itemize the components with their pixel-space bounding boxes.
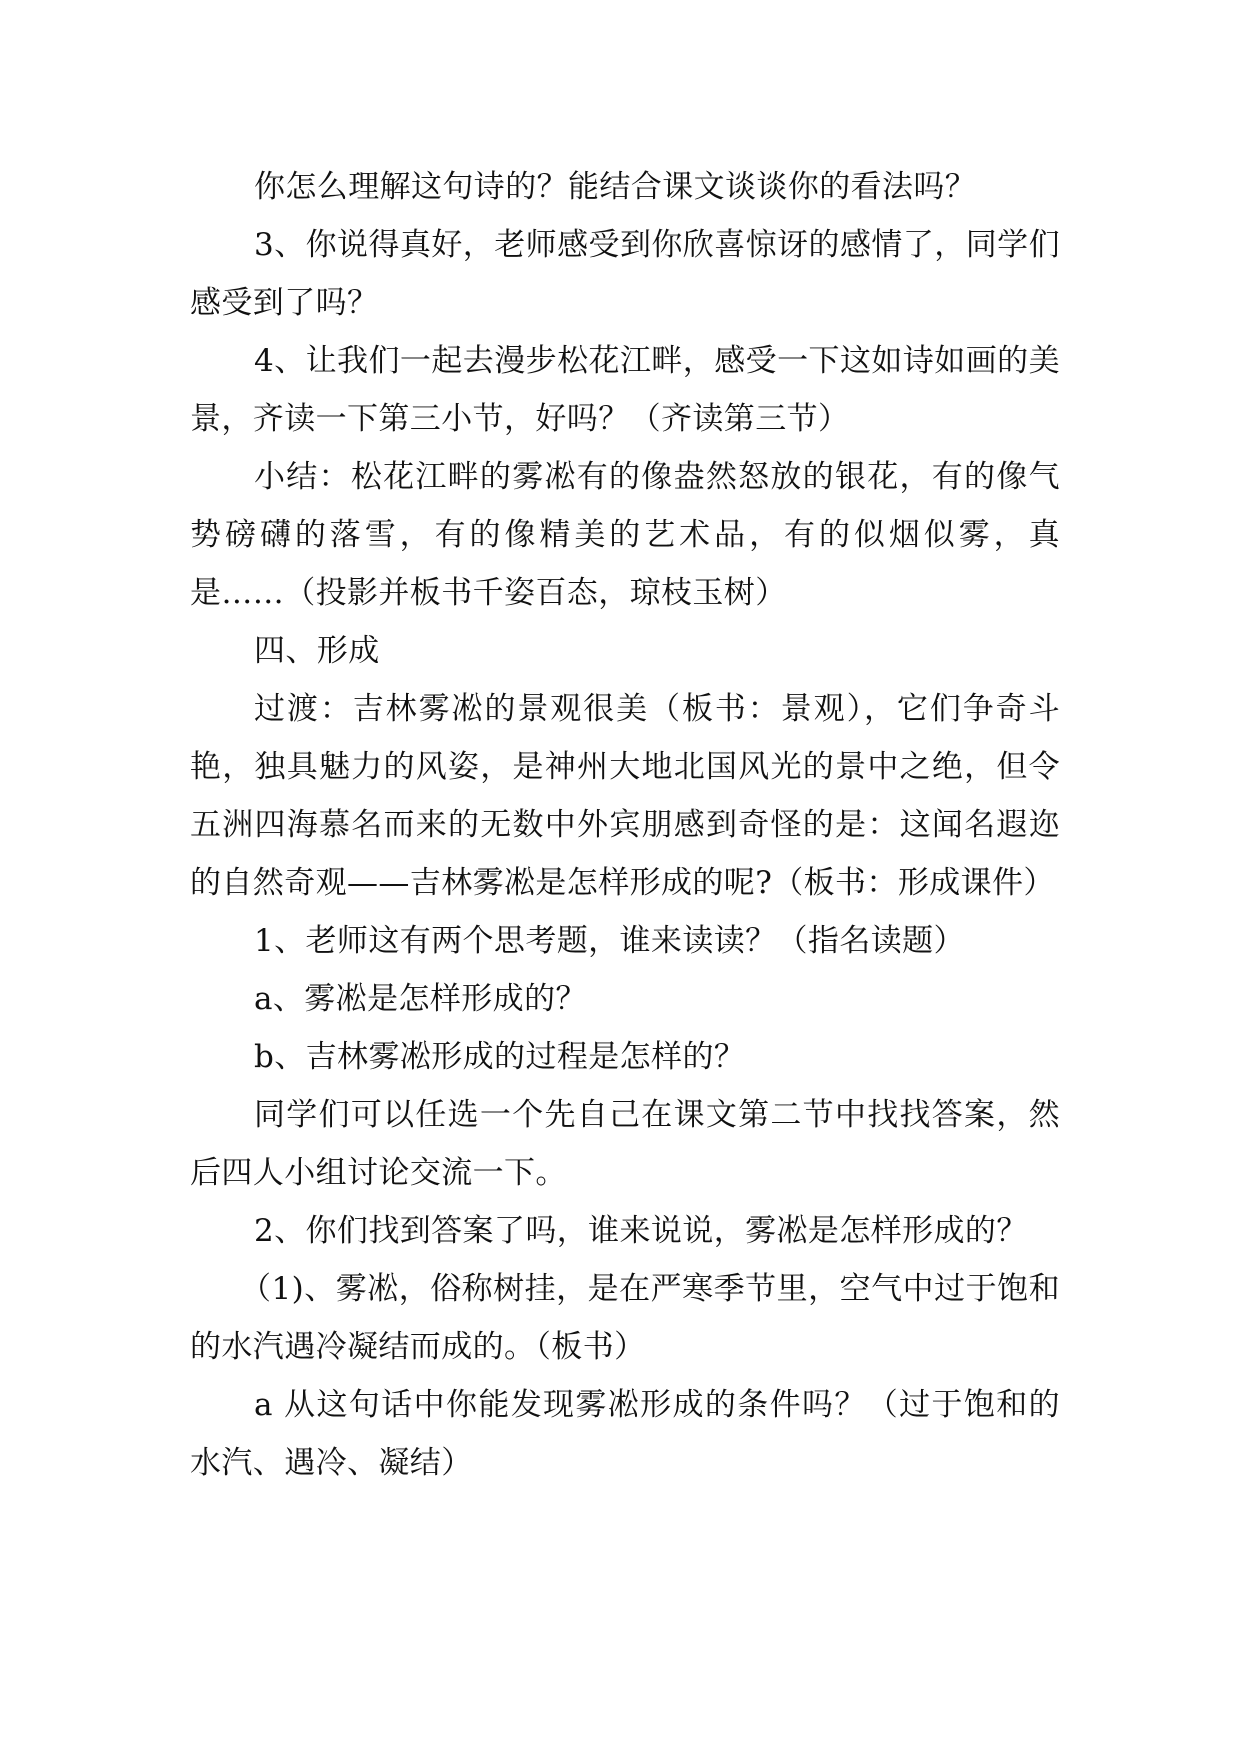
paragraph-6: 过渡：吉林雾凇的景观很美（板书：景观），它们争奇斗艳，独具魅力的风姿，是神州大地北国风光的景中之绝，但令五洲四海慕名而来的无数中外宾朋感到奇怪的是：这闻名遐迩的自然奇观——吉林雾凇是怎样形成的呢?（板书：形成课件） [190, 691, 1060, 901]
question-a: a、雾凇是怎样形成的？ [254, 981, 587, 1017]
paragraph-13: a 从这句话中你能发现雾凇形成的条件吗？（过于饱和的水汽、遇冷、凝结） [190, 1387, 1060, 1481]
paragraph-7: 1、老师这有两个思考题，谁来读读？（指名读题） [254, 923, 965, 959]
paragraph-2: 3、你说得真好，老师感受到你欣喜惊讶的感情了，同学们感受到了吗？ [190, 227, 1060, 321]
paragraph-3: 4、让我们一起去漫步松花江畔，感受一下这如诗如画的美景，齐读一下第三小节，好吗？（齐读第三节） [190, 343, 1060, 437]
paragraph-11: 2、你们找到答案了吗，谁来说说，雾凇是怎样形成的？ [254, 1213, 1028, 1249]
paragraph-10: 同学们可以任选一个先自己在课文第二节中找找答案，然后四人小组讨论交流一下。 [190, 1097, 1060, 1191]
paragraph-12: （1)、雾凇，俗称树挂，是在严寒季节里，空气中过于饱和的水汽遇冷凝结而成的。（板书） [190, 1271, 1060, 1365]
document-body [190, 158, 1060, 1492]
paragraph-1: 你怎么理解这句诗的？能结合课文谈谈你的看法吗？ [254, 169, 977, 205]
section-heading: 四、形成 [254, 633, 380, 669]
paragraph-4: 小结：松花江畔的雾凇有的像盎然怒放的银花，有的像气势磅礴的落雪，有的像精美的艺术品，有的似烟似雾，真是……（投影并板书千姿百态，琼枝玉树） [190, 459, 1060, 611]
question-b: b、吉林雾凇形成的过程是怎样的？ [254, 1039, 746, 1075]
